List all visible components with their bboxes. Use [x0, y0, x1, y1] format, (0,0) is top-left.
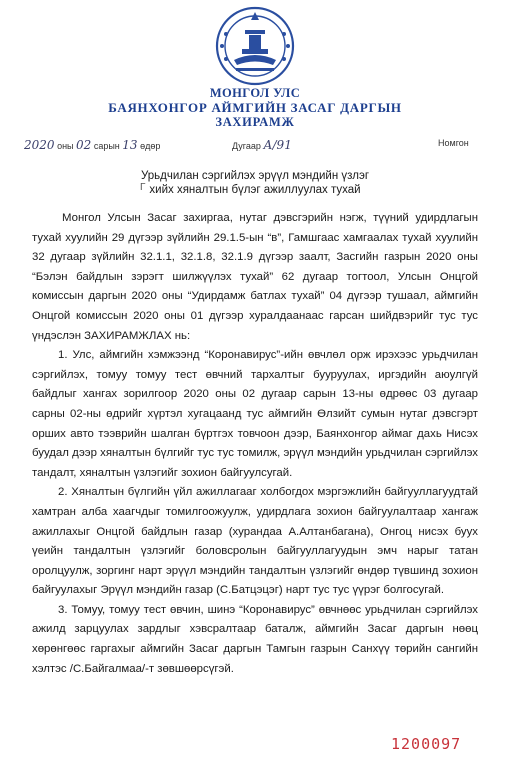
doc-title-line2: хийх хяналтын бүлэг ажиллуулах тухай [149, 184, 361, 196]
date-month-suffix: сарын [93, 141, 120, 151]
date-month: 02 [76, 138, 92, 152]
header-country: МОНГОЛ УЛС [209, 86, 301, 100]
header-authority: БАЯНХОНГОР АЙМГИЙН ЗАСАГ ДАРГЫН [108, 100, 402, 115]
state-emblem-icon [212, 4, 298, 88]
header-doc-type: ЗАХИРАМЖ [215, 115, 295, 129]
order-item-1: 1. Улс, аймгийн хэмжээнд “Коронавирус”-ийн өвчлөл орж ирэхээс урьдчилан сэргийлэх, томуу томуу тест өвчний тархалтыг бууруулах, иргэдийн аюулгүй байдлыг хангах зорилгоор 2020 оны 02 дугаар сарын 13-ны өдрөөс 03 дугаар сарны 02-ны өдрийг хүртэл хугацаанд тус аймгийн Өлзийт сумын нутаг дэвсгэрт орших авто тээврийн шалган бүртгэх товчоон дээр, Баянхонгор аймаг дахь Нисэх буудал дээр хяналтын бүлгийг тус тус томилж, эрүүл мэндийн урьдчилан сэргийлэх тандалт, хяналтын үзлэгийг зохион байгуулсугай. [32, 349, 478, 479]
order-item-3: 3. Томуу, томуу тест өвчин, шинэ “Коронавирус” өвчнөөс урьдчилан сэргийлэх ажилд зарцуулах зардлыг хэвсралтаар баталж, аймгийн Засаг даргын нөөц хөрөнгөөс гаргахыг аймгийн Засаг даргын Тамгын газрын Санхүү төрийн сангийн хэлтэс /С.Байгалмаа/-т зөвшөөрсүгэй. [32, 603, 478, 675]
title-corner-mark: Г [140, 182, 146, 193]
doc-number: А/91 [263, 138, 292, 152]
doc-title-line1: Урьдчилан сэргийлэх эрүүл мэндийн үзлэг [140, 170, 370, 182]
date-year: 2020 [24, 138, 55, 152]
intro-paragraph: Монгол Улсын Засаг захиргаа, нутаг дэвсгэрийн нэгж, түүний удирдлагын тухай хуулийн 29 дүгээр зүйлийн 29.1.5-ын “в”, Гамшгаас хамгаалах тухай хуулийн 32 дугаар зүйлийн 32.1.1, 32.1.8, 32.1.9 дүгээр заалт, Засгийн газрын 2020 оны “Бэлэн байдлын зэрэгт шилжүүлэх тухай” 62 дугаар тогтоол, Улсын Онцгой комиссын даргын 2020 оны “Удирдамж батлах тухай” 04 дүгээр тушаал, аймгийн Онцгой комиссын 2020 оны 01 дүгээр хуралдаанаас гарсан шийдвэрийг тус тус үндэслэн ЗАХИРАМЖЛАХ нь: [32, 212, 478, 342]
doc-number-line [232, 138, 292, 152]
date-day: 13 [122, 138, 138, 152]
order-item-2: 2. Хяналтын бүлгийн үйл ажиллагааг холбогдох мэргэжлийн байгууллагуудтай хамтран алба хаагчдыг томилгоожуулж, удирдлага зохион байгуулалтаар хангаж ажиллахыг Онцгой байдлын газар (хурандаа А.Алтанбагана), Онгоц нисэх буух үеийн тандалтын үзлэгийг боловсролын байгууллагуудын эмч нарыг татан оролцуулж, зоргинг нарт эрүүл мэндийн тандалтын үзлэгийг өндөр түвшинд зохион байгуулахыг Эрүүл мэндийн газар (С.Батцэцэг) нарт тус тус үүрэг болгосугай. [32, 486, 478, 597]
serial-stamp: 1200097 [391, 735, 462, 753]
place-name: Номгон [438, 138, 469, 148]
doc-number-label: Дугаар [232, 141, 261, 151]
date-line [24, 138, 160, 152]
date-year-suffix: оны [57, 141, 74, 151]
date-day-suffix: өдөр [140, 141, 161, 151]
document-body [32, 209, 478, 679]
